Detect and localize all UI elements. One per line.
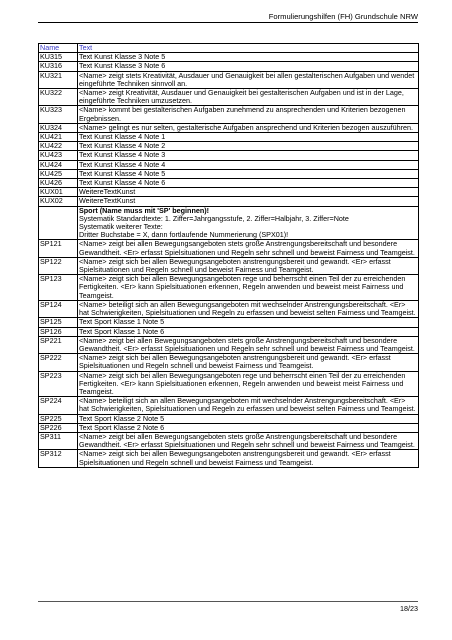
page-number: 18/23 (400, 604, 418, 613)
row-text: <Name> zeigt sich bei allen Bewegungsangeboten anstrengungsbereit und gewandt. <Er> erfasst Spielsituationen und Regeln schnell und beweist Fairness und Teamgeist. (78, 450, 419, 467)
table-row (39, 450, 419, 467)
row-code: SP222 (39, 354, 78, 371)
row-code: SP123 (39, 275, 78, 301)
table-row (39, 414, 419, 423)
row-code: SP226 (39, 423, 78, 432)
table-row (39, 160, 419, 169)
row-text: <Name> zeigt sich bei allen Bewegungsangeboten rege und beherrscht einen Teil der zu erreichenden Fertigkeiten. <Er> kann Spielsituationen erkennen, Regeln anwenden und beweist meist Fairness und Teamgeist. (78, 371, 419, 397)
row-code: SP312 (39, 450, 78, 467)
row-code: KUX01 (39, 188, 78, 197)
footer-rule (38, 601, 418, 602)
row-code: KU316 (39, 62, 78, 71)
row-text: WeitereTextKunst (78, 188, 419, 197)
section-heading: Sport (Name muss mit 'SP' beginnen)! (79, 205, 210, 215)
header-rule (38, 22, 418, 23)
table-row (39, 354, 419, 371)
row-code: SP225 (39, 414, 78, 423)
row-code: KUX02 (39, 197, 78, 206)
table-row (39, 197, 419, 206)
row-text: <Name> zeigt bei allen Bewegungsangeboten stets große Anstrengungsbereitschaft und besondere Gewandtheit. <Er> erfasst Spielsituationen und Regeln sehr schnell und beweist Fairness und Teamgeist. (78, 432, 419, 449)
table-row (39, 371, 419, 397)
page-header: Formulierungshilfen (FH) Grundschule NRW (268, 12, 418, 21)
table-row (39, 206, 419, 240)
row-code: KU324 (39, 123, 78, 132)
table-body (39, 53, 419, 468)
row-code: KU321 (39, 71, 78, 88)
row-text: Text Sport Klasse 1 Note 6 (78, 327, 419, 336)
section-note: Dritter Buchstabe = X, dann fortlaufende Nummerierung (SPX01)! (79, 230, 289, 240)
row-code: SP121 (39, 240, 78, 257)
row-text: <Name> zeigt stets Kreativität, Ausdauer und Genauigkeit bei allen gestalterischen Aufgaben und wendet eingeführte Techniken sinnvoll an. (78, 71, 419, 88)
table-row (39, 318, 419, 327)
row-code: SP223 (39, 371, 78, 397)
row-text: Text Sport Klasse 2 Note 6 (78, 423, 419, 432)
table-row (39, 327, 419, 336)
row-code: KU426 (39, 179, 78, 188)
row-text: <Name> zeigt sich bei allen Bewegungsangeboten anstrengungsbereit und gewandt. <Er> erfasst Spielsituationen und Regeln schnell und beweist Fairness und Teamgeist. (78, 354, 419, 371)
table-row (39, 240, 419, 257)
row-text: Text Kunst Klasse 4 Note 1 (78, 133, 419, 142)
table-row (39, 151, 419, 160)
row-code (39, 206, 78, 240)
row-text: <Name> zeigt sich bei allen Bewegungsangeboten rege und beherrscht einen Teil der zu erreichenden Fertigkeiten. <Er> kann Spielsituationen erkennen, Regeln anwenden und beweist meist Fairness und Teamgeist. (78, 275, 419, 301)
row-code: KU315 (39, 53, 78, 62)
row-text: <Name> zeigt Kreativität, Ausdauer und Genauigkeit bei gestalterischen Aufgaben und ist in der Lage, eingeführte Techniken umzusetzen. (78, 89, 419, 106)
row-text: Text Kunst Klasse 4 Note 4 (78, 160, 419, 169)
row-code: SP224 (39, 397, 78, 414)
row-code: KU322 (39, 89, 78, 106)
column-header-text: Text (78, 44, 419, 53)
row-text: Text Kunst Klasse 3 Note 6 (78, 62, 419, 71)
row-text: <Name> gelingt es nur selten, gestalterische Aufgaben ansprechend und Kriterien bezogen auszuführen. (78, 123, 419, 132)
row-text: WeitereTextKunst (78, 197, 419, 206)
row-text: Text Kunst Klasse 4 Note 5 (78, 169, 419, 178)
row-text (78, 206, 419, 240)
table-row (39, 432, 419, 449)
row-text: <Name> zeigt bei allen Bewegungsangeboten stets große Anstrengungsbereitschaft und besondere Gewandtheit. <Er> erfasst Spielsituationen und Regeln sehr schnell und beweist Fairness und Teamgeist. (78, 336, 419, 353)
row-text: <Name> kommt bei gestalterischen Aufgaben zunehmend zu ansprechenden und Kriterien bezogenen Ergebnissen. (78, 106, 419, 123)
row-code: KU323 (39, 106, 78, 123)
table-row (39, 275, 419, 301)
row-text: Text Sport Klasse 1 Note 5 (78, 318, 419, 327)
row-code: SP126 (39, 327, 78, 336)
row-text: <Name> beteiligt sich an allen Bewegungsangeboten mit wechselnder Anstrengungsbereitschaft. <Er> hat Schwierigkeiten, Spielsituationen und Regeln zu erfassen und beweist selten Fairness und Teamgeist. (78, 300, 419, 317)
row-text: <Name> zeigt bei allen Bewegungsangeboten stets große Anstrengungsbereitschaft und besondere Gewandtheit. <Er> erfasst Spielsituationen und Regeln sehr schnell und beweist Fairness und Teamgeist. (78, 240, 419, 257)
table-row (39, 62, 419, 71)
table-row (39, 300, 419, 317)
row-code: SP124 (39, 300, 78, 317)
table-row (39, 89, 419, 106)
row-code: SP122 (39, 257, 78, 274)
row-code: SP311 (39, 432, 78, 449)
text-table (38, 43, 419, 468)
row-code: KU423 (39, 151, 78, 160)
table-row (39, 257, 419, 274)
row-code: KU421 (39, 133, 78, 142)
section-note: Systematik Standardtexte: 1. Ziffer=Jahrgangsstufe, 2. Ziffer=Halbjahr, 3. Ziffer=Note (79, 213, 349, 223)
row-code: KU424 (39, 160, 78, 169)
row-code: SP221 (39, 336, 78, 353)
row-code: KU425 (39, 169, 78, 178)
row-text: Text Sport Klasse 2 Note 5 (78, 414, 419, 423)
row-text: Text Kunst Klasse 3 Note 5 (78, 53, 419, 62)
column-header-name: Name (39, 44, 78, 53)
table-row (39, 336, 419, 353)
row-text: Text Kunst Klasse 4 Note 6 (78, 179, 419, 188)
table-row (39, 71, 419, 88)
row-text: Text Kunst Klasse 4 Note 2 (78, 142, 419, 151)
row-text: <Name> zeigt sich bei allen Bewegungsangeboten anstrengungsbereit und gewandt. <Er> erfasst Spielsituationen und Regeln schnell und beweist Fairness und Teamgeist. (78, 257, 419, 274)
row-code: SP125 (39, 318, 78, 327)
row-code: KU422 (39, 142, 78, 151)
table-row (39, 397, 419, 414)
section-note: Systematik weiterer Texte: (79, 222, 163, 232)
table-row (39, 106, 419, 123)
row-text: <Name> beteiligt sich an allen Bewegungsangeboten mit wechselnder Anstrengungsbereitschaft. <Er> hat Schwierigkeiten, Spielsituationen und Regeln zu erfassen und beweist selten Fairness und Teamgeist. (78, 397, 419, 414)
row-text: Text Kunst Klasse 4 Note 3 (78, 151, 419, 160)
